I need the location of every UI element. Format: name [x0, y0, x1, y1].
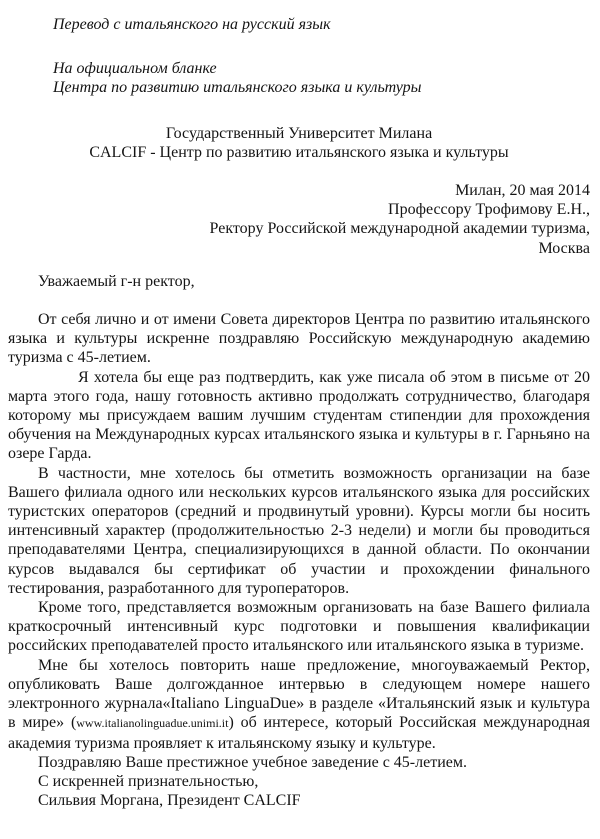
letterhead-note-line2: Центра по развитию итальянского языка и культуры: [53, 79, 422, 97]
paragraph-interview: [8, 656, 590, 753]
signature-line: Сильвия Моргана, Президент CALCIF: [38, 792, 301, 810]
addressee-title: Ректору Российской международной академии туризма,: [209, 220, 590, 238]
paragraph-teacher-training: Кроме того, представляется возможным организовать на базе Вашего филиала краткосрочный интенсивный курс подготовки и повышения квалификации российских преподавателей просто итальянского или итальянского языка в туризме.: [8, 599, 590, 655]
addressee-name: Профессору Трофимову Е.Н.,: [388, 201, 590, 219]
closing-congratulation: Поздравляю Ваше престижное учебное заведение с 45-летием.: [38, 753, 467, 771]
translation-note: Перевод с итальянского на русский язык: [53, 16, 331, 33]
letterhead-note-line1: На официальном бланке: [53, 60, 217, 78]
university-name: Государственный Университет Милана: [165, 124, 433, 142]
paragraph-courses-offer: В частности, мне хотелось бы отметить возможность организации на базе Вашего филиала одного или нескольких курсов итальянского языка для российских туристских операторов (средний и продвинутый уровни). Курсы могли бы носить интенсивный характер (продолжительностью 2-3 недели) и могли бы проводиться преподавателями Центра, специализирующихся в данной области. По окончании курсов выдавался бы сертификат об участии и прохождении финального тестирования, разработанного для туроператоров.: [8, 464, 590, 597]
salutation: Уважаемый г-н ректор,: [38, 272, 195, 290]
center-name: CALCIF - Центр по развитию итальянского языка и культуры: [89, 143, 509, 161]
journal-url: www.italianolinguadue.unimi.it: [76, 716, 229, 731]
closing-valediction: С искренней признательностью,: [38, 772, 259, 790]
addressee-city: Москва: [538, 239, 590, 257]
paragraph-congratulation: От себя лично и от имени Совета директоров Центра по развитию итальянского языка и культуры искренне поздравляю Российскую международную академию туризма с 45-летием.: [8, 311, 590, 367]
interview-text-after-url: ) об интересе, который Российская международная академия туризма проявляет к итальянскому языку и культуре.: [8, 714, 590, 752]
interview-text-before-url: Мне бы хотелось повторить наше предложение, многоуважаемый Ректор, опубликовать Ваше долгожданное интервью в следующем номере нашего электронного журнала«Italiano LinguaDue» в разделе «Итальянский язык и культура в мире» (: [8, 656, 590, 732]
date-place-line: Милан, 20 мая 2014: [455, 182, 590, 200]
paragraph-cooperation: Я хотела бы еще раз подтвердить, как уже писала об этом в письме от 20 марта этого года, нашу готовность активно продолжать сотрудничество, благодаря которому мы присуждаем вашим лучшим студентам стипендии для прохождения обучения на Международных курсах итальянского языка и культуры в г. Гарньяно на озере Гарда.: [8, 368, 590, 463]
